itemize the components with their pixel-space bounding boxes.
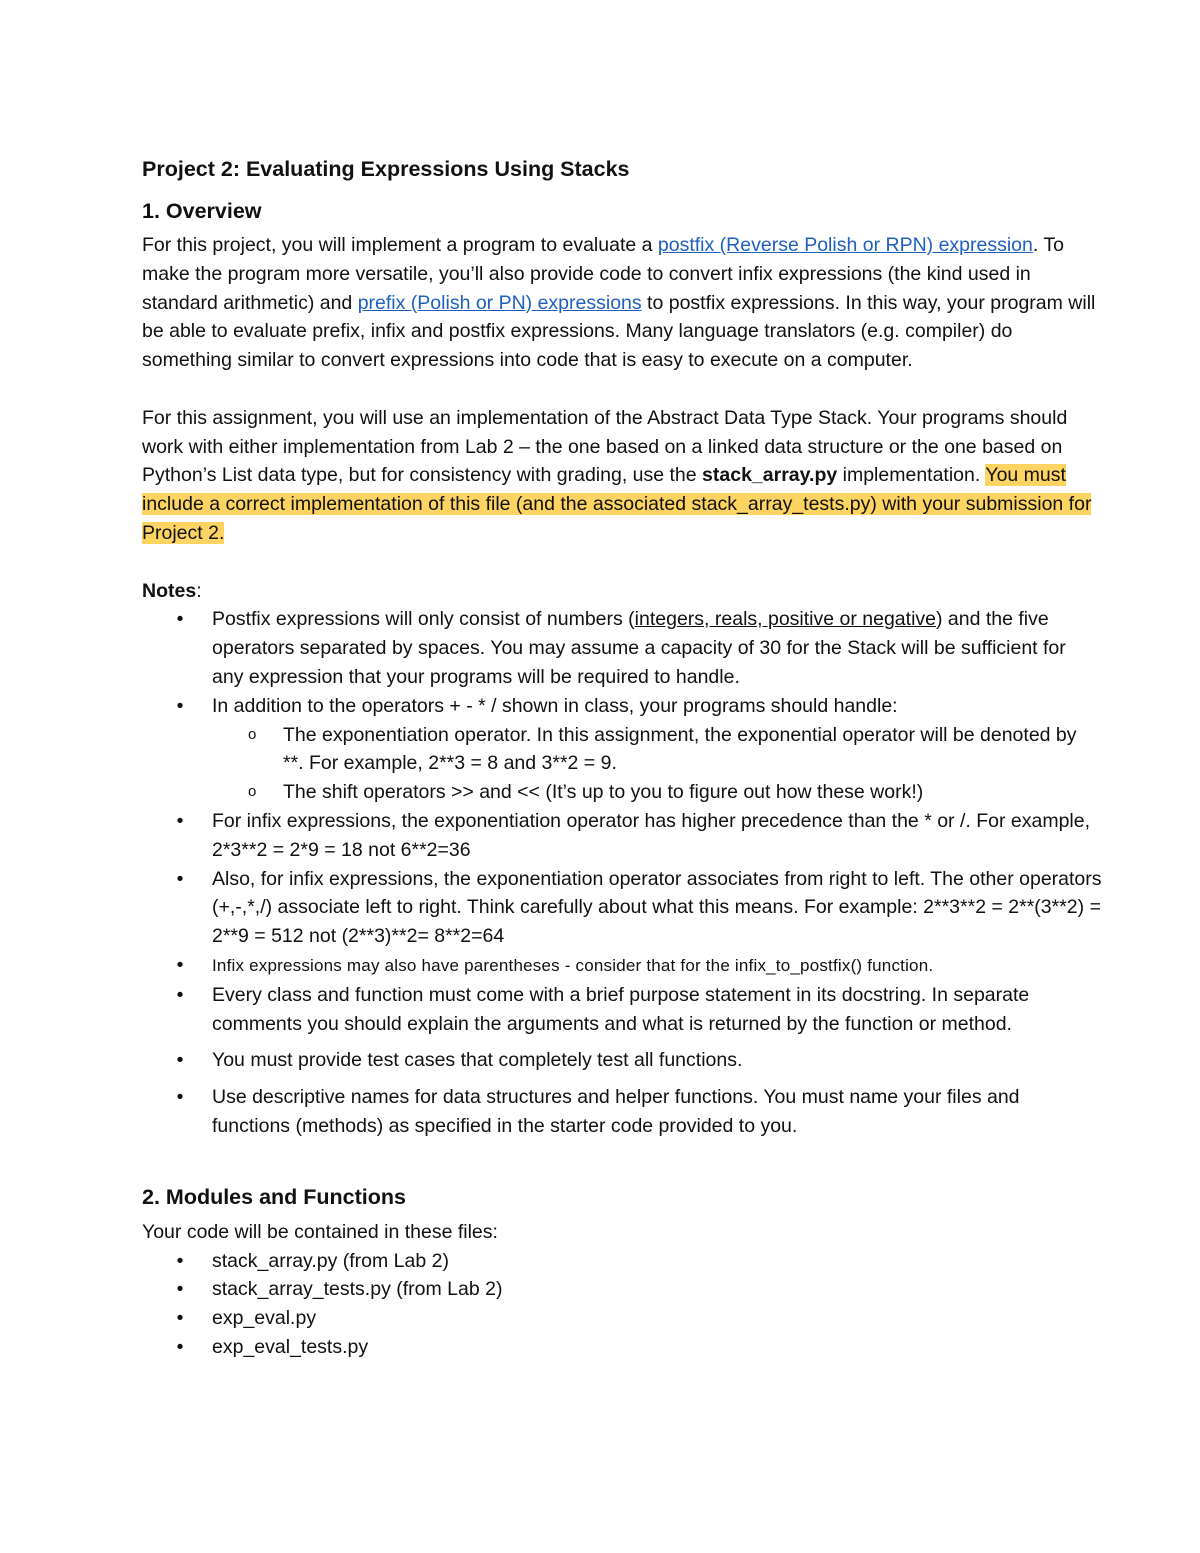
modules-intro: Your code will be contained in these files: — [142, 1220, 498, 1243]
file-name: stack_array_tests.py (from Lab 2) — [212, 1278, 503, 1301]
page-title: Project 2: Evaluating Expressions Using Stacks — [142, 157, 630, 181]
list-item — [142, 1275, 1102, 1304]
overview-paragraph-2 — [142, 404, 1102, 548]
list-item — [142, 1333, 1102, 1362]
note-text: Every class and function must come with a brief purpose statement in its docstring. In separate comments you should explain the arguments and what is returned by the function or method. — [212, 983, 1030, 1035]
list-item — [142, 981, 1102, 1039]
bullet-icon: • — [176, 1249, 184, 1272]
file-name: exp_eval.py — [212, 1307, 317, 1330]
overview-text: to postfix expressions. In this way, your program will be able to evaluate prefix, infix and postfix expressions. Many language translators (e.g. compiler) do something similar to convert expressions into code that is easy to execute on a computer. — [142, 291, 1096, 372]
notes-list-continued — [142, 807, 1102, 1141]
stack-array-filename: stack_array.py — [702, 464, 838, 487]
sub-bullet-icon: o — [248, 725, 257, 743]
list-item — [142, 692, 1102, 721]
overview-heading: 1. Overview — [142, 199, 262, 223]
modules-heading: 2. Modules and Functions — [142, 1184, 406, 1209]
stack-text: implementation. — [837, 464, 986, 487]
note-text: ) and the five operators separated by spaces. You may assume a capacity of 30 for the Stack will be sufficient for any expression that your programs will be required to handle. — [212, 608, 1066, 688]
list-item — [142, 951, 1102, 981]
note-text: Also, for infix expressions, the exponentiation operator associates from right to left. The other operators (+,-,*,/) associate left to right. Think carefully about what this means. For example: 2**3**2 = 2**(3**2) = 2**9 = 512 not (2**3)**2= 8**2=64 — [212, 867, 1102, 948]
list-item — [142, 807, 1102, 865]
notes-label: Notes — [142, 579, 197, 602]
note-text: Use descriptive names for data structures and helper functions. You must name your files and functions (methods) as specified in the starter code provided to you. — [212, 1086, 1020, 1137]
bullet-icon: • — [176, 694, 184, 717]
list-item — [142, 605, 1102, 691]
paragraph-gap — [142, 375, 1102, 404]
note-text: Postfix expressions will only consist of numbers ( — [212, 608, 635, 631]
note-text: In addition to the operators + - * / shown in class, your programs should handle: — [212, 694, 898, 717]
file-name: exp_eval_tests.py — [212, 1335, 369, 1358]
stack-text: For this assignment, you will use an implementation of the Abstract Data Type Stack. Your programs should work with either implementation from Lab 2 – the one based on a linked data structure or the one based on Python’s List data type, but for consistency with grading, use the — [142, 406, 1068, 487]
bullet-icon: • — [176, 867, 184, 890]
postfix-link[interactable]: postfix (Reverse Polish or RPN) expression — [657, 234, 1033, 256]
sub-bullet-icon: o — [248, 783, 257, 801]
notes-colon: : — [196, 579, 202, 602]
paragraph-gap — [142, 548, 1102, 577]
notes-list — [142, 605, 1102, 720]
document-page — [142, 155, 1102, 1362]
sub-note-text: The exponentiation operator. In this assignment, the exponential operator will be denoted by **. For example, 2**3 = 8 and 3**2 = 9. — [283, 723, 1077, 775]
overview-text: . To make the program more versatile, you’ll also provide code to convert infix expressions (the kind used in standard arithmetic) and — [142, 234, 1064, 314]
bullet-icon: • — [176, 983, 184, 1006]
overview-text: For this project, you will implement a program to evaluate a — [142, 234, 658, 256]
bullet-icon: • — [176, 953, 184, 976]
prefix-link[interactable]: prefix (Polish or PN) expressions — [357, 291, 642, 314]
note-text: Infix expressions may also have parentheses - consider that for the infix_to_postfix() function. — [212, 955, 934, 975]
bullet-icon: • — [176, 608, 184, 631]
overview-paragraph-1 — [142, 231, 1102, 375]
file-name: stack_array.py (from Lab 2) — [212, 1249, 449, 1272]
list-item — [142, 865, 1102, 951]
note-text: You must provide test cases that completely test all functions. — [212, 1049, 743, 1072]
bullet-icon: • — [176, 809, 184, 832]
sub-list — [212, 721, 1102, 807]
bullet-icon: • — [176, 1278, 184, 1301]
files-list — [142, 1247, 1102, 1362]
sub-list-item — [212, 721, 1102, 779]
sub-list-item — [212, 778, 1102, 807]
bullet-icon: • — [176, 1049, 184, 1072]
note-underlined-text: integers, reals, positive or negative — [634, 608, 936, 631]
list-item — [142, 1083, 1102, 1141]
highlighted-requirement: You must include a correct implementation of this file (and the associated stack_array_tests.py) with your submission for Project 2. — [142, 464, 1092, 544]
list-item — [142, 1247, 1102, 1276]
sub-note-text: The shift operators >> and << (It’s up to you to figure out how these work!) — [283, 781, 924, 804]
notes-heading — [142, 577, 1102, 606]
list-item — [142, 1304, 1102, 1333]
list-item — [142, 1046, 1102, 1075]
section-gap — [142, 1141, 1102, 1183]
note-text: For infix expressions, the exponentiation operator has higher precedence than the * or /. For example, 2*3**2 = 2*9 = 18 not 6**2=36 — [212, 809, 1091, 861]
bullet-icon: • — [176, 1086, 184, 1109]
bullet-icon: • — [176, 1307, 184, 1330]
bullet-icon: • — [176, 1335, 184, 1358]
